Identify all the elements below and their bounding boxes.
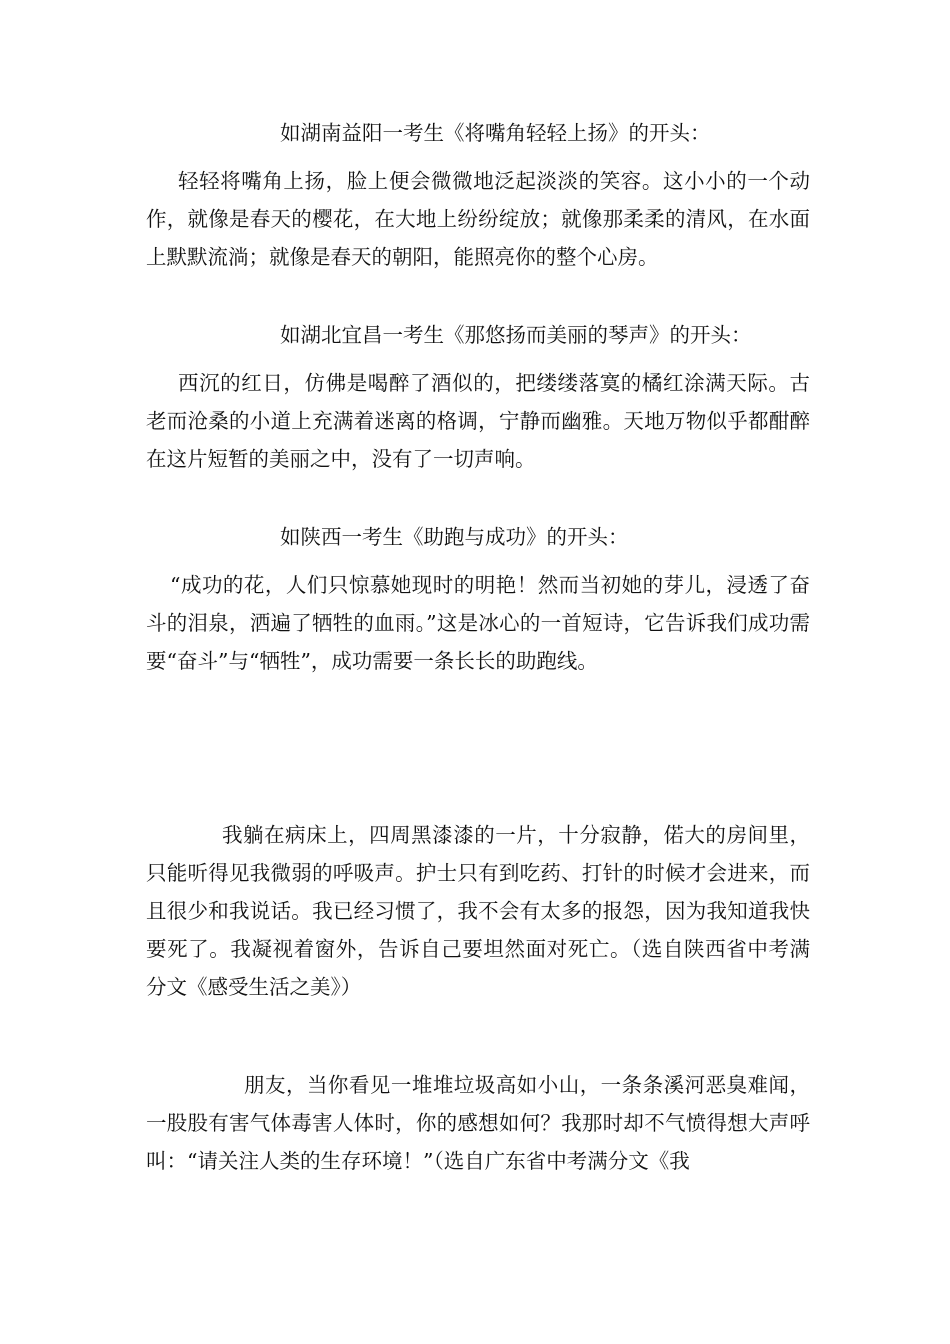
paragraph-3: “成功的花，人们只惊慕她现时的明艳！然而当初她的芽儿，浸透了奋斗的泪泉，洒遍了牺牲的血雨。”这是冰心的一首短诗，它告诉我们成功需要“奋斗”与“牺牲”，成功需要一条长长的助跑线。 [146,573,810,673]
caption-3: 如陕西一考生《助跑与成功》的开头： [280,525,629,549]
excerpt-2: 朋友，当你看见一堆堆垃圾高如小山，一条条溪河恶臭难闻，一股股有害气体毒害人体时，你的感想如何？我那时却不气愤得想大声呼叫：“请关注人类的生存环境！”（选自广东省中考满分文《我 [146,1073,810,1173]
paragraph-2: 西沉的红日，仿佛是喝醉了酒似的，把缕缕落寞的橘红涂满天际。古老而沧桑的小道上充满着迷离的格调，宁静而幽雅。天地万物似乎都酣醉在这片短暂的美丽之中，没有了一切声响。 [146,371,810,471]
caption-1: 如湖南益阳一考生《将嘴角轻轻上扬》的开头： [280,121,711,145]
paragraph-1: 轻轻将嘴角上扬，脸上便会微微地泛起淡淡的笑容。这小小的一个动作，就像是春天的樱花，在大地上纷纷绽放；就像那柔柔的清风，在水面上默默流淌；就像是春天的朝阳，能照亮你的整个心房。 [146,169,810,269]
excerpt-1: 我躺在病床上，四周黑漆漆的一片，十分寂静，偌大的房间里，只能听得见我微弱的呼吸声。护士只有到吃药、打针的时候才会进来，而且很少和我说话。我已经习惯了，我不会有太多的报怨，因为我知道我快要死了。我凝视着窗外，告诉自己要坦然面对死亡。（选自陕西省中考满分文《感受生活之美》） [146,823,810,999]
caption-2: 如湖北宜昌一考生《那悠扬而美丽的琴声》的开头： [280,323,752,347]
